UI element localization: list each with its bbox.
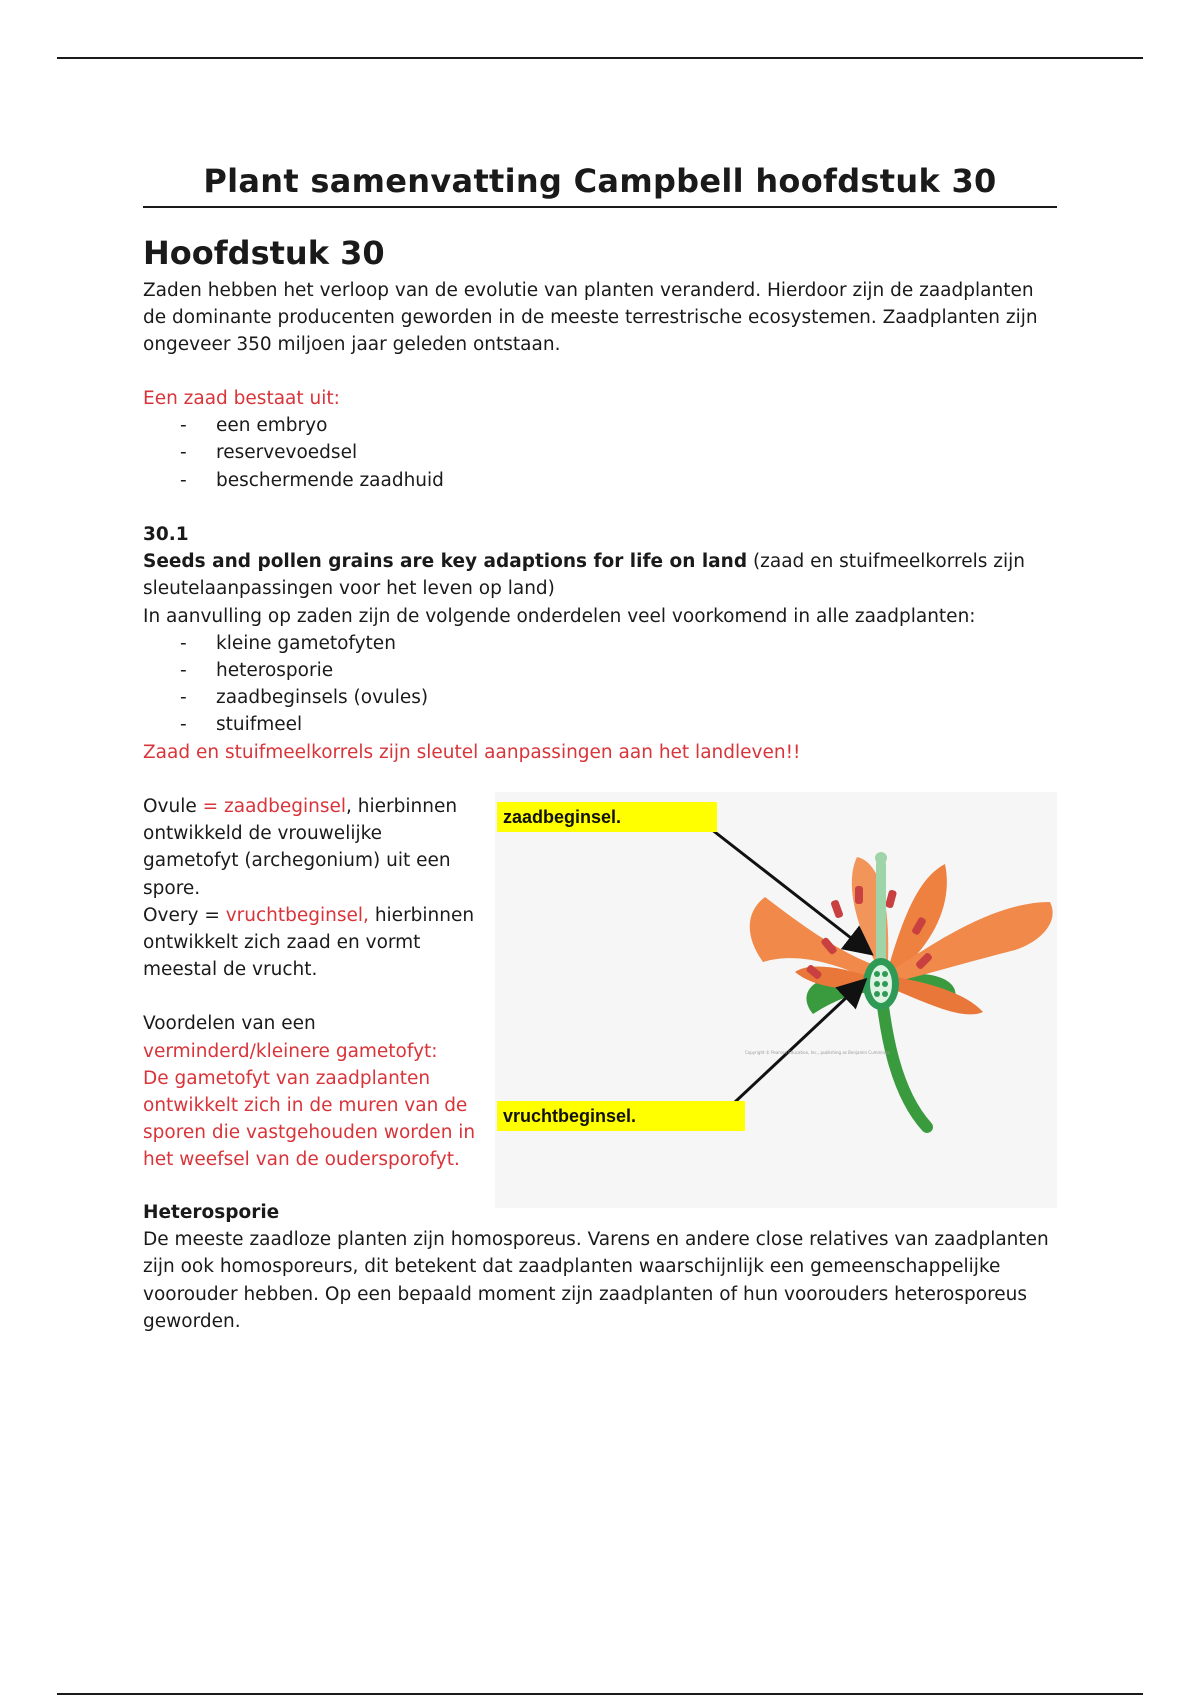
chapter-heading: Hoofdstuk 30 — [143, 234, 385, 272]
seed-list — [143, 412, 1057, 494]
section-30-1 — [143, 521, 1057, 766]
title-underline — [143, 206, 1057, 208]
style — [876, 860, 886, 970]
ovule-term: Ovule — [143, 796, 203, 817]
ovary-definition — [143, 902, 483, 984]
advantages-heading: verminderd/kleinere gametofyt: — [143, 1040, 438, 1062]
ovule-text — [143, 793, 483, 1174]
page-footer-rule — [57, 1693, 1143, 1695]
document-title: Plant samenvatting Campbell hoofdstuk 30 — [203, 162, 997, 200]
section-list — [143, 630, 1057, 739]
section-number: 30.1 — [143, 524, 189, 545]
list-item: - een embryo — [143, 412, 1057, 439]
label-zaadbeginsel: zaadbeginsel. — [497, 802, 717, 832]
ovule-term-red: = zaadbeginsel — [202, 796, 347, 817]
section-lead: In aanvulling op zaden zijn de volgende onderdelen veel voorkomend in alle zaadplanten: — [143, 605, 976, 627]
heterosporie-section — [143, 1199, 1057, 1335]
heterosporie-title: Heterosporie — [143, 1202, 280, 1223]
ovary-term: Overy = — [143, 904, 226, 926]
arrow-to-ovary — [735, 982, 863, 1102]
ovary-term-red: vruchtbeginsel, — [225, 904, 369, 926]
heterosporie-text: De meeste zaadloze planten zijn homosporeus. Varens en andere close relatives van zaadplanten zijn ook homosporeurs, dit betekent dat zaadplanten waarschijnlijk een gemeenschappelijke voorouder hebben. Op een bepaald moment zijn zaadplanten of hun voorouders heterosporeus geworden. — [143, 1229, 1049, 1332]
section-title-rest: (zaad en stuifmeelkorrels zijn sleutelaanpassingen voor het leven op land) — [143, 551, 1025, 600]
list-item: - zaadbeginsels (ovules) — [143, 684, 1057, 711]
list-item: - reservevoedsel — [143, 439, 1057, 466]
advantages-intro: Voordelen van een — [143, 1013, 316, 1035]
section-title — [143, 548, 1057, 602]
ovule-definition — [143, 793, 483, 902]
list-item: - kleine gametofyten — [143, 630, 1057, 657]
section-highlight: Zaad en stuifmeelkorrels zijn sleutel aanpassingen aan het landleven!! — [143, 741, 801, 763]
seed-section — [143, 385, 1057, 494]
section-title-bold: Seeds and pollen grains are key adaptions for life on land — [143, 551, 748, 573]
stigma — [875, 852, 887, 864]
list-item: - heterosporie — [143, 657, 1057, 684]
advantages-text: De gametofyt van zaadplanten ontwikkelt zich in de muren van de sporen die vastgehouden worden in het weefsel van de oudersporofyt. — [143, 1067, 476, 1171]
flower-diagram — [495, 792, 1057, 1208]
flower-illustration — [495, 792, 1057, 1208]
seed-heading: Een zaad bestaat uit: — [143, 388, 340, 409]
ovary-description: hierbinnen ontwikkelt zich zaad en vormt meestal de vrucht. — [143, 904, 475, 981]
list-item: - beschermende zaadhuid — [143, 467, 1057, 494]
list-item: - stuifmeel — [143, 711, 1057, 738]
ovule-description: , hierbinnen ontwikkeld de vrouwelijke gametofyt (archegonium) uit een spore. — [143, 796, 458, 899]
intro-paragraph: Zaden hebben het verloop van de evolutie van planten veranderd. Hierdoor zijn de zaadplanten de dominante producenten geworden in de meeste terrestrische ecosystemen. Zaadplanten zijn ongeveer 350 miljoen jaar geleden ontstaan. — [143, 280, 1038, 356]
ovary-chamber — [870, 965, 892, 1003]
label-vruchtbeginsel: vruchtbeginsel. — [497, 1101, 745, 1131]
page-header-rule — [57, 57, 1143, 59]
figure-caption: Copyright © Pearson Education, Inc., publishing as Benjamin Cummings — [745, 1050, 890, 1055]
